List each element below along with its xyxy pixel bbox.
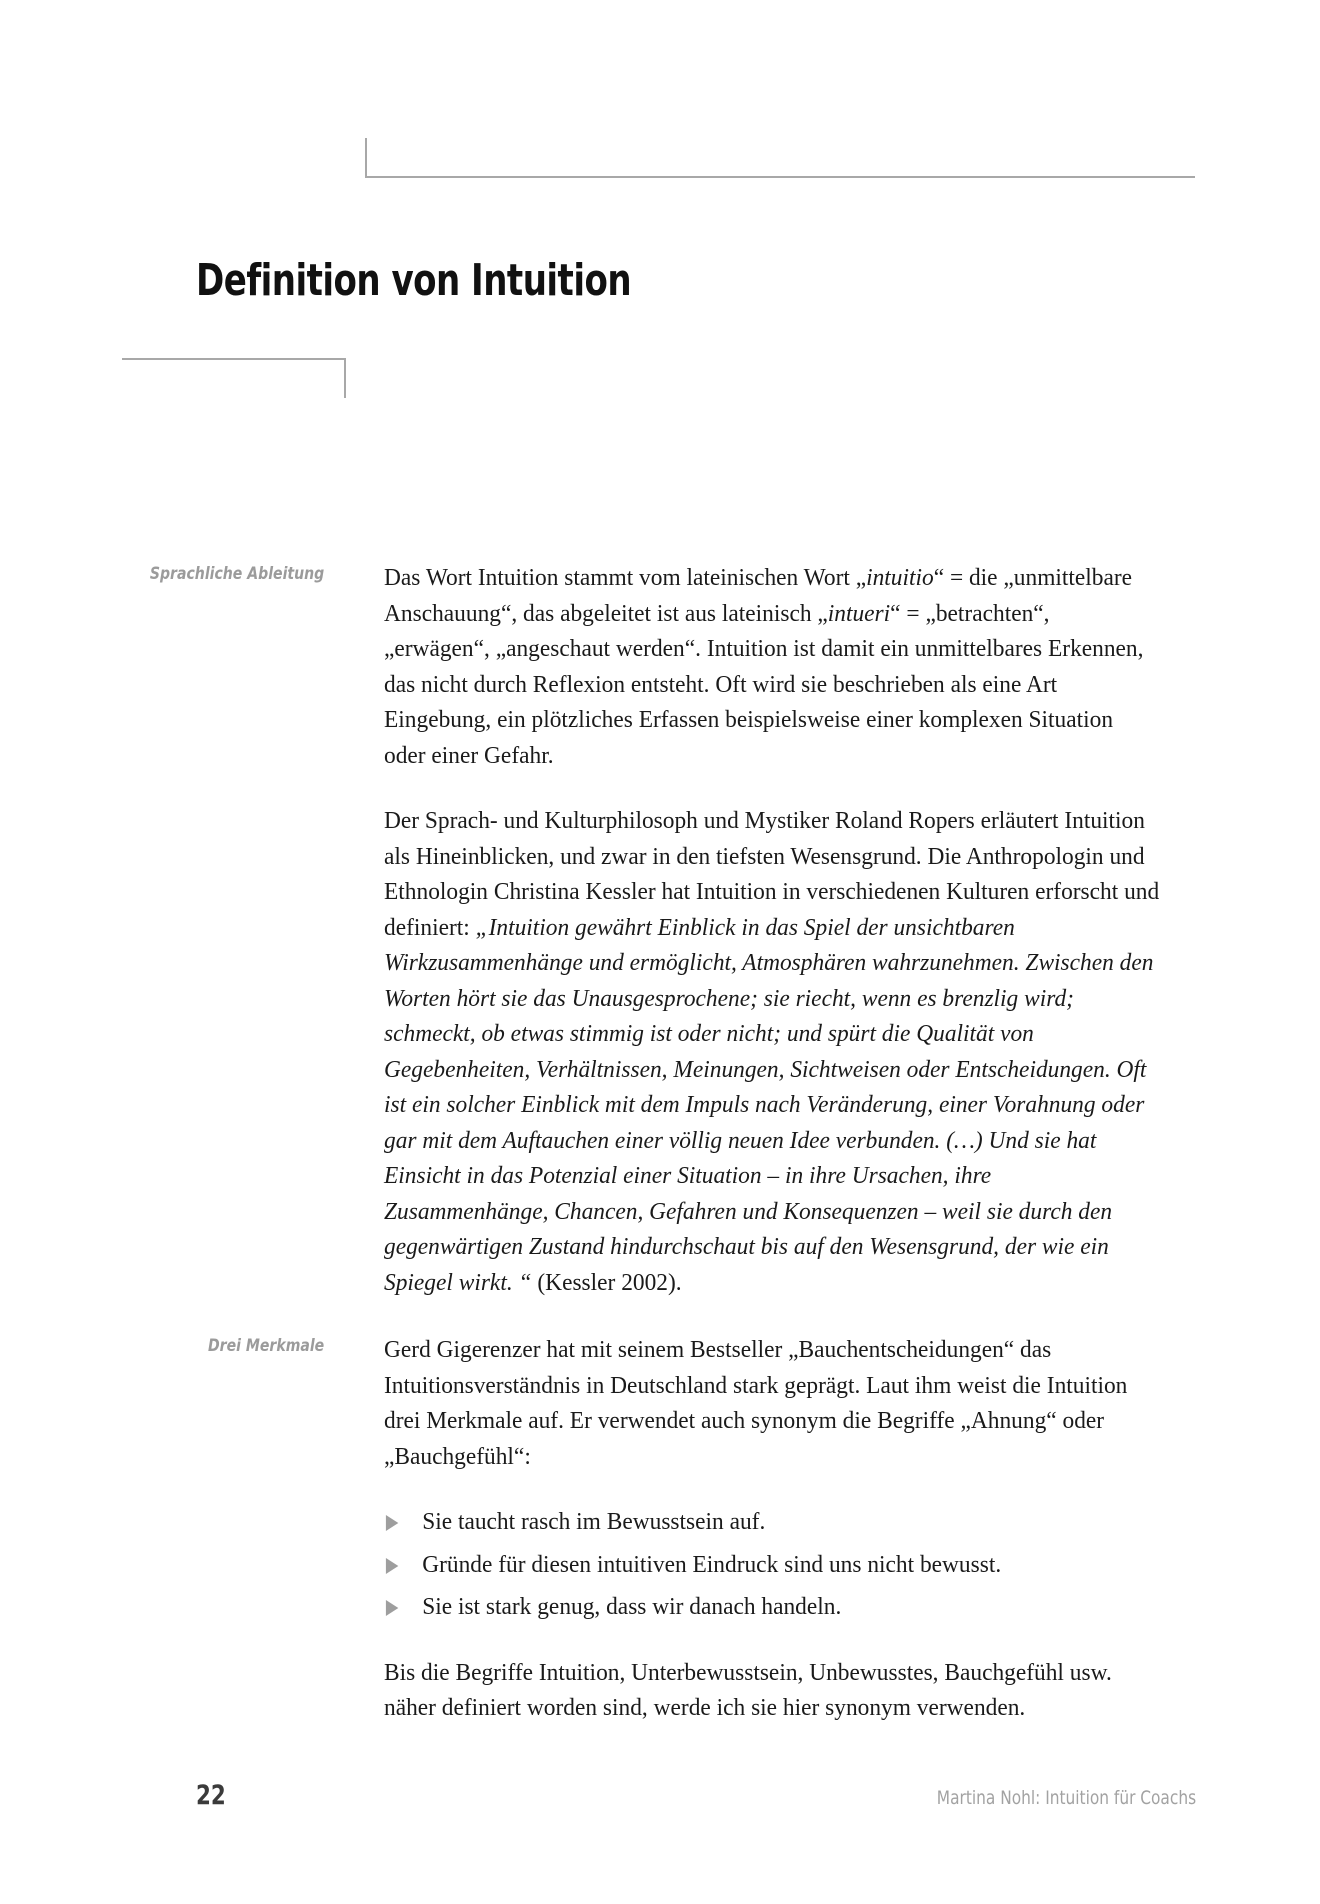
marginal-note-drei-merkmale: Drei Merkmale <box>207 1336 325 1356</box>
triangle-bullet-icon <box>386 1558 398 1574</box>
running-title: Martina Nohl: Intuition für Coachs <box>936 1787 1196 1809</box>
header-corner-rule <box>365 138 1195 178</box>
latin-term-intueri: intueri <box>827 599 891 627</box>
section-drei-merkmale <box>0 1332 1320 1726</box>
paragraph-kessler-intro: Der Sprach- und Kulturphilosoph und Mystiker Roland Ropers erläutert Intuition als Hineinblicken, und zwar in den tiefsten Wesensgrund. Die Anthropologin und Ethnologin Christina Kessler hat Intuition in verschiedenen Kulturen erforscht und definiert: <box>384 807 1160 941</box>
list-item <box>384 1504 1159 1540</box>
paragraph-etymology-part-c: “ = „betrachten“, „erwägen“, „angeschaut werden“. Intuition ist damit ein unmittelbares Erkennen, das nicht durch Reflexion entsteht. Oft wird sie beschrieben als eine Art Eingebung, ein plötzliches Erfassen beispielsweise einer komplexen Situation oder einer Gefahr. <box>384 599 1144 769</box>
page-title: Definition von Intuition <box>196 255 632 307</box>
merkmale-list <box>384 1504 1196 1625</box>
list-item-label: Sie taucht rasch im Bewusstsein auf. <box>422 1508 766 1535</box>
section-body <box>384 560 1196 1300</box>
paragraph-kessler <box>384 803 1159 1300</box>
list-item <box>384 1547 1159 1583</box>
paragraph-etymology-part-a: Das Wort Intuition stammt vom lateinischen Wort „ <box>384 564 867 591</box>
paragraph-synonym-usage: Bis die Begriffe Intuition, Unterbewusstsein, Unbewusstes, Bauchgefühl usw. näher definiert worden sind, werde ich sie hier synonym verwenden. <box>384 1658 1112 1721</box>
paragraph-etymology-part-b: “ = die „unmittelbare Anschauung“, das abgeleitet ist aus lateinisch „ <box>384 564 1133 627</box>
triangle-bullet-icon <box>386 1600 398 1616</box>
body-content <box>0 560 1320 1758</box>
paragraph-gigerenzer: Gerd Gigerenzer hat mit seinem Bestseller „Bauchentscheidungen“ das Intuitionsverständnis in Deutschland stark geprägt. Laut ihm weist die Intuition drei Merkmale auf. Er verwendet auch synonym die Begriffe „Ahnung“ oder „Bauchgefühl“: <box>384 1336 1128 1470</box>
list-item <box>384 1589 1159 1625</box>
triangle-bullet-icon <box>386 1515 398 1531</box>
title-underline-corner-rule <box>122 358 346 398</box>
kessler-quotation: „Intuition gewährt Einblick in das Spiel der unsichtbaren Wirkzusammenhänge und ermöglicht, Atmosphären wahrzunehmen. Zwischen den Worten hört sie das Unausgesprochene; sie riecht, wenn es brenzlig wird; schmeckt, ob etwas stimmig ist oder nicht; und spürt die Qualität von Gegebenheiten, Verhältnissen, Meinungen, Sichtweisen oder Entscheidungen. Oft ist ein solcher Einblick mit dem Impuls nach Veränderung, einer Vorahnung oder gar mit dem Auftauchen einer völlig neuen Idee verbunden. (…) Und sie hat Einsicht in das Potenzial einer Situation – in ihre Ursachen, ihre Zusammenhänge, Chancen, Gefahren und Konsequenzen – weil sie durch den gegenwärtigen Zustand hindurchschaut bis auf den Wesensgrund, der wie ein Spiegel wirkt. “ <box>384 913 1154 1296</box>
section-sprachliche-ableitung <box>0 560 1320 1300</box>
marginal-note-sprachliche-ableitung: Sprachliche Ableitung <box>149 564 325 584</box>
page-number: 22 <box>196 1780 226 1811</box>
kessler-citation: (Kessler 2002). <box>531 1268 682 1296</box>
page-footer <box>0 1780 1320 1826</box>
latin-term-intuitio: intuitio <box>866 564 934 591</box>
list-item-label: Gründe für diesen intuitiven Eindruck sind uns nicht bewusst. <box>422 1550 1002 1578</box>
paragraph-etymology <box>384 560 1159 773</box>
section-body <box>384 1332 1196 1726</box>
list-item-label: Sie ist stark genug, dass wir danach handeln. <box>422 1593 842 1620</box>
